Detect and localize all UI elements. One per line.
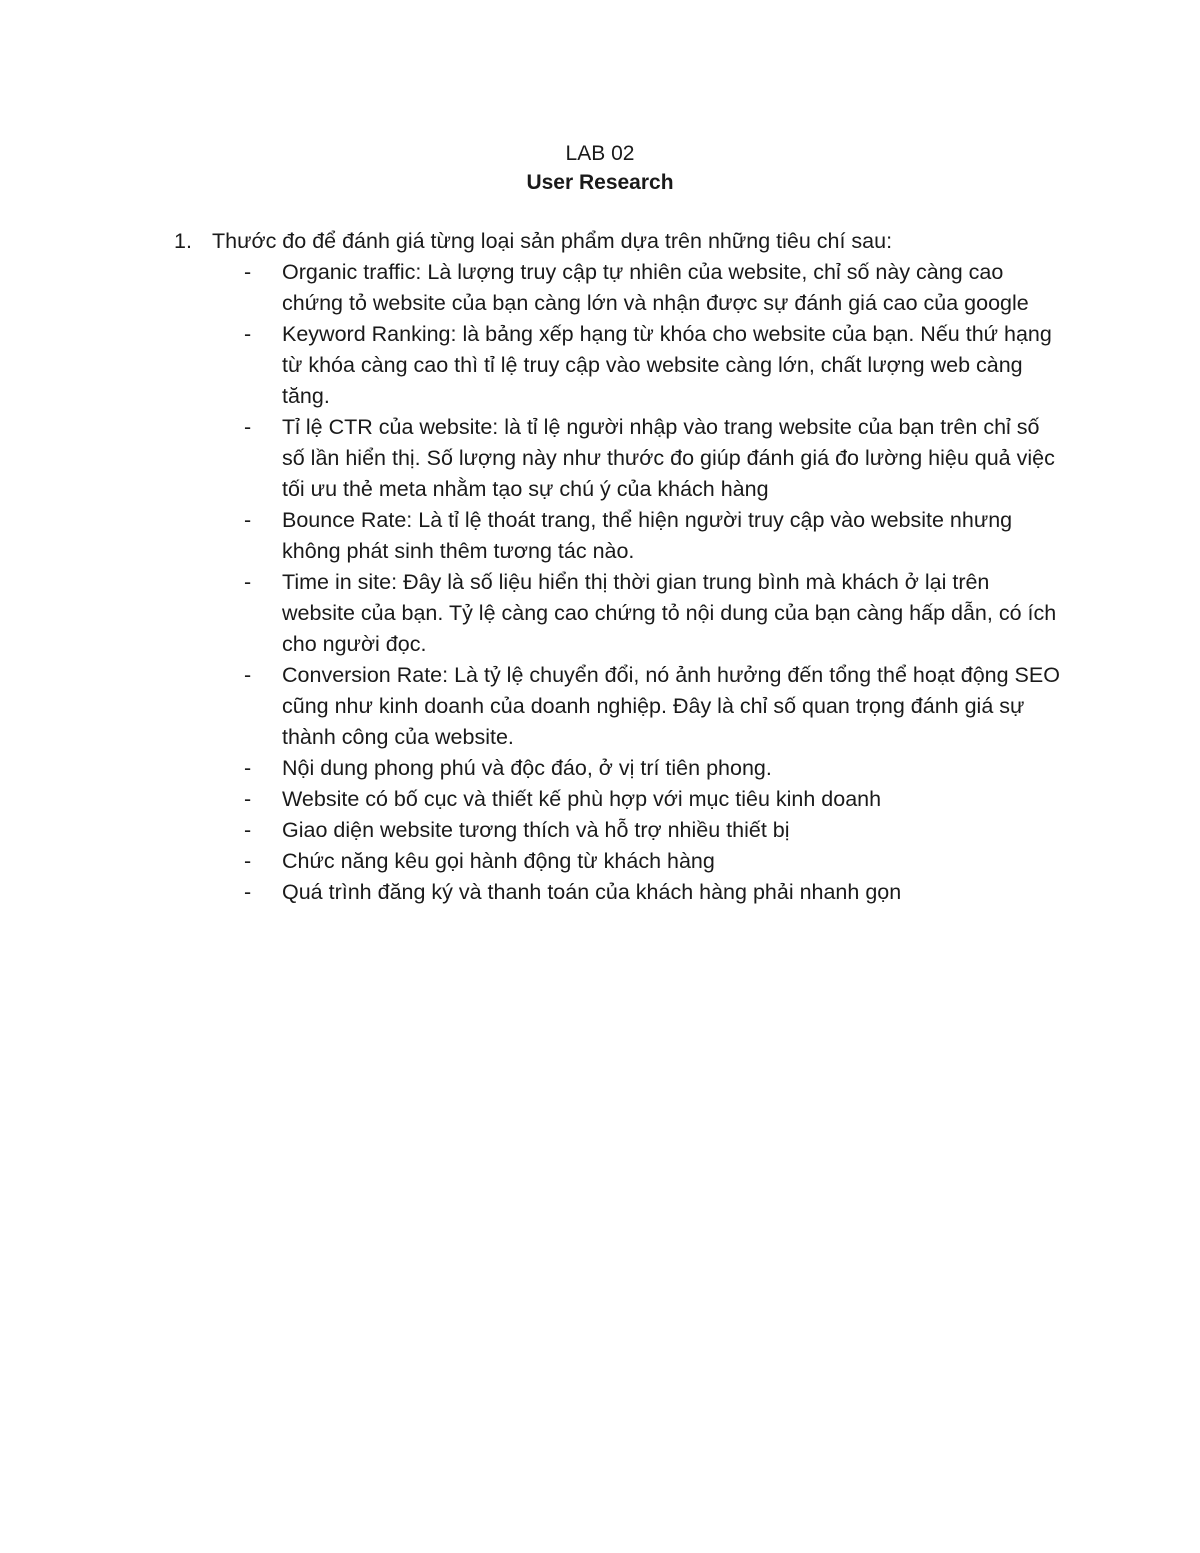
bullet-dash: - xyxy=(244,818,252,842)
bullet-dash: - xyxy=(244,787,252,811)
criteria-item-checkout xyxy=(244,877,1074,908)
criteria-text: Time in site: Đây là số liệu hiển thị thời gian trung bình mà khách ở lại trên website của bạn. Tỷ lệ càng cao chứng tỏ nội dung của bạn càng hấp dẫn, có ích cho người đọc. xyxy=(282,570,1057,656)
bullet-dash: - xyxy=(244,756,252,780)
bullet-dash: - xyxy=(244,415,252,439)
criteria-item-time-in-site xyxy=(244,567,1074,660)
criteria-text: Quá trình đăng ký và thanh toán của khách hàng phải nhanh gọn xyxy=(282,880,902,904)
criteria-item-bounce-rate xyxy=(244,505,1074,567)
criteria-text: Nội dung phong phú và độc đáo, ở vị trí tiên phong. xyxy=(282,756,772,780)
criteria-item-layout xyxy=(244,784,1074,815)
criteria-item-keyword-ranking xyxy=(244,319,1074,412)
question-1 xyxy=(174,226,1074,257)
criteria-item-ctr xyxy=(244,412,1074,505)
bullet-dash: - xyxy=(244,322,252,346)
bullet-dash: - xyxy=(244,849,252,873)
bullet-dash: - xyxy=(244,570,252,594)
bullet-dash: - xyxy=(244,663,252,687)
criteria-text: Organic traffic: Là lượng truy cập tự nhiên của website, chỉ số này càng cao chứng tỏ website của bạn càng lớn và nhận được sự đánh giá cao của google xyxy=(282,260,1029,315)
criteria-text: Chức năng kêu gọi hành động từ khách hàng xyxy=(282,849,715,873)
lab-label: LAB 02 xyxy=(565,142,635,165)
criteria-text: Conversion Rate: Là tỷ lệ chuyển đổi, nó ảnh hưởng đến tổng thể hoạt động SEO cũng như kinh doanh của doanh nghiệp. Đây là chỉ số quan trọng đánh giá sự thành công của website. xyxy=(282,663,1060,749)
criteria-text: Keyword Ranking: là bảng xếp hạng từ khóa cho website của bạn. Nếu thứ hạng từ khóa càng cao thì tỉ lệ truy cập vào website càng lớn, chất lượng web càng tăng. xyxy=(282,322,1052,408)
document-title: User Research xyxy=(526,171,674,194)
bullet-dash: - xyxy=(244,508,252,532)
criteria-text: Tỉ lệ CTR của website: là tỉ lệ người nhập vào trang website của bạn trên chỉ số số lần hiển thị. Số lượng này như thước đo giúp đánh giá đo lường hiệu quả việc tối ưu thẻ meta nhằm tạo sự chú ý của khách hàng xyxy=(282,415,1055,501)
question-text: Thước đo để đánh giá từng loại sản phẩm dựa trên những tiêu chí sau: xyxy=(212,229,893,253)
bullet-dash: - xyxy=(244,260,252,284)
criteria-list xyxy=(244,257,1074,908)
criteria-item-content xyxy=(244,753,1074,784)
bullet-dash: - xyxy=(244,880,252,904)
criteria-item-call-to-action xyxy=(244,846,1074,877)
criteria-item-organic-traffic xyxy=(244,257,1074,319)
question-line xyxy=(174,226,1074,257)
question-number: 1. xyxy=(174,229,192,253)
criteria-item-responsive xyxy=(244,815,1074,846)
criteria-text: Giao diện website tương thích và hỗ trợ nhiều thiết bị xyxy=(282,818,790,842)
criteria-item-conversion-rate xyxy=(244,660,1074,753)
criteria-text: Bounce Rate: Là tỉ lệ thoát trang, thể hiện người truy cập vào website nhưng không phát sinh thêm tương tác nào. xyxy=(282,508,1013,563)
document-header xyxy=(0,139,1200,197)
criteria-text: Website có bố cục và thiết kế phù hợp với mục tiêu kinh doanh xyxy=(282,787,882,811)
